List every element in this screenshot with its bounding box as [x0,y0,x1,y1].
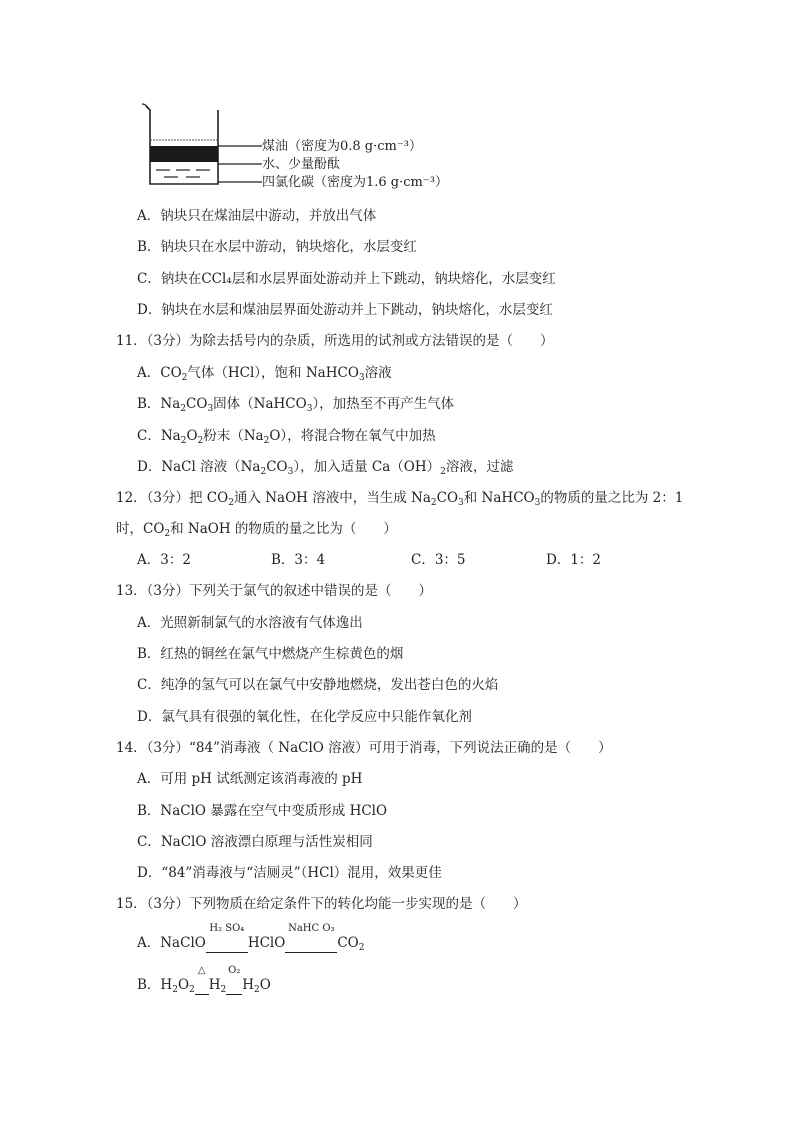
q13-option-d: D．氯气具有很强的氧化性，在化学反应中只能作氧化剂 [137,709,472,725]
q10-option-b: B．钠块只在水层中游动，钠块熔化，水层变红 [137,239,417,255]
figure-label-water: 水、少量酚酞 [262,157,341,172]
q13-option-b: B．红热的铜丝在氯气中燃烧产生棕黄色的烟 [137,646,404,662]
q12-stem-line2: 时，$CO_2$和 NaOH 的物质的量之比为（ ） [116,521,397,539]
q13-option-c: C．纯净的氢气可以在氯气中安静地燃烧，发出苍白色的火焰 [137,677,499,693]
q11-option-c: C．$Na_2O_2$粉末$(Na_2O)$，将混合物在氧气中加热 [137,428,436,446]
reaction-arrow: H₂ SO₄ [206,934,248,953]
figure-label-ccl4: 四氯化碳（密度为1.6 g·cm⁻³） [262,175,448,190]
q10-option-d: D．钠块在水层和煤油层界面处游动并上下跳动，钠块熔化，水层变红 [137,302,553,318]
beaker-figure [140,100,270,190]
q11-option-d: D．NaCl 溶液$(Na_2CO_3)$，加入适量 $Ca(OH)_2$溶液，过滤 [137,459,514,477]
q10-option-c: C．钠块在CCl₄层和水层界面处游动并上下跳动，钠块熔化，水层变红 [137,271,556,287]
reaction-arrow: O₂ [226,976,242,995]
q15-stem: 15．（3分）下列物质在给定条件下的转化均能一步实现的是（ ） [116,896,527,912]
q14-option-b: B．NaClO 暴露在空气中变质形成 HClO [137,803,388,819]
q14-stem: 14．（3分）“84”消毒液（ NaClO 溶液）可用于消毒，下列说法正确的是（ ） [116,740,612,756]
figure-label-kerosene: 煤油（密度为0.8 g·cm⁻³） [262,139,422,154]
q14-option-a: A．可用 pH 试纸测定该消毒液的 pH [137,771,363,787]
q12-option-b: B．3：4 [271,552,326,568]
q12-option-d: D．1：2 [546,552,602,568]
q11-stem: 11．（3分）为除去括号内的杂质，所选用的试剂或方法错误的是（ ） [116,333,554,349]
q14-option-c: C．NaClO 溶液漂白原理与活性炭相同 [137,834,373,850]
q13-option-a: A．光照新制氯气的水溶液有气体逸出 [137,615,363,631]
q11-option-b: B．$Na_2CO_3$固体（NaHCO$_3$），加热至不再产生气体 [137,396,455,414]
q15-option-a: A．NaClO H₂ SO₄ HClO NaHC O₃ $CO_2$ [137,923,365,953]
q11-option-a: A．$CO_2$气体（HCl），饱和 NaHCO$_3$溶液 [137,365,392,383]
q12-option-a: A．3：2 [137,552,191,568]
reaction-arrow: NaHC O₃ [285,934,337,953]
q14-option-d: D．“84”消毒液与“洁厕灵”（HCl）混用，效果更佳 [137,865,442,881]
q13-stem: 13．（3分）下列关于氯气的叙述中错误的是（ ） [116,583,433,599]
q15-option-b: B．$H_2O_2$ △ $H_2$ O₂ $H_2O$ [137,965,271,995]
q12-stem-line1: 12．（3分）把 $CO_2$通入 NaOH 溶液中，当生成 $Na_2CO_3$和 NaHCO$_3$的物质的量之比为 2：1 [116,490,684,508]
reaction-arrow: △ [195,976,209,995]
q10-option-a: A．钠块只在煤油层中游动，并放出气体 [137,208,377,224]
q12-option-c: C．3：5 [411,552,466,568]
